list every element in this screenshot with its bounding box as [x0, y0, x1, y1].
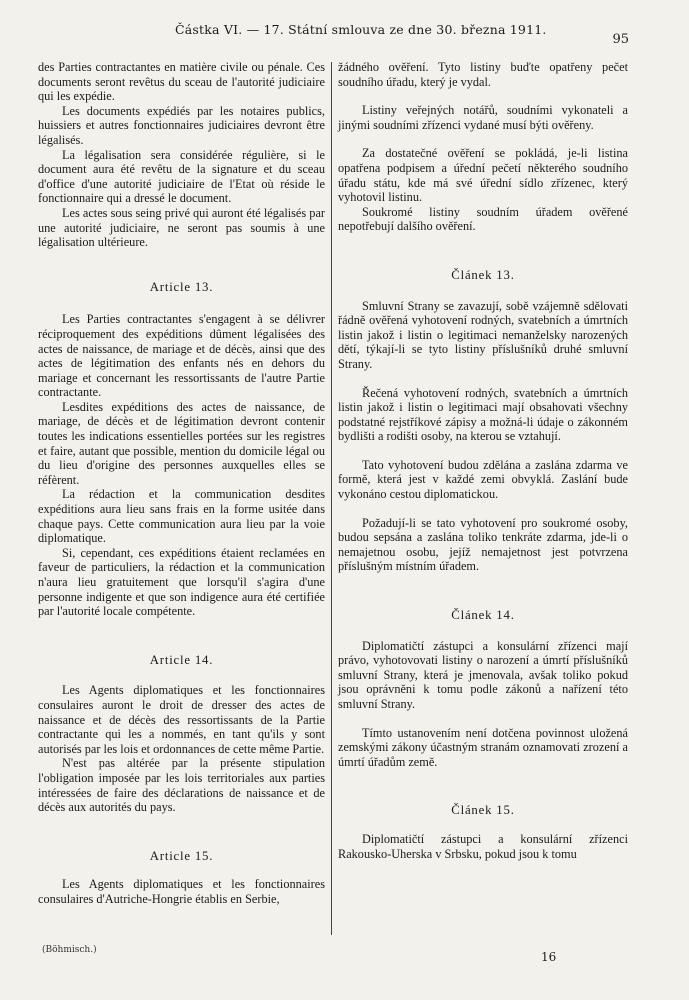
paragraph: Les documents expédiés par les notaires publics, huissiers et autres fonctionnaires judiciaires devront être légalisés.: [38, 103, 325, 147]
paragraph: Si, cependant, ces expéditions étaient reclamées en faveur de particuliers, la rédaction et la communication n'aura lieu gratuitement que lorsqu'il s'agira d'une personne indigente et que son indigence aura été certifiée par l'autorité locale compétente.: [38, 545, 325, 619]
paragraph: Les Parties contractantes s'engagent à se délivrer réciproquement des expéditions dûment légalisées des actes de naissance, de mariage et de décès, ainsi que des actes de légitimation des enfants nés en dehors du mariage et concernant les ressortissants de l'autre Partie contractante.: [38, 312, 325, 400]
paragraph: Diplomatičtí zástupci a konsulární zřízenci mají právo, vyhotovovati listiny o narození a úmrtí příslušníků smluvní Strany, která je jmenovala, avšak toliko pokud jsou oprávněni k tomu podle zákonů a nařízení této smluvní Strany.: [338, 638, 628, 711]
paragraph: žádného ověření. Tyto listiny buďte opatřeny pečet soudního úřadu, který je vydal.: [338, 60, 628, 89]
article-13-heading: Article 13.: [149, 279, 214, 294]
clanek-13-heading: Článek 13.: [451, 267, 515, 282]
paragraph: Les Agents diplomatiques et les fonctionnaires consulaires d'Autriche-Hongrie établis en Serbie,: [38, 877, 325, 906]
paragraph: Smluvní Strany se zavazují, sobě vzájemně sdělovati řádně ověřená vyhotovení rodných, svatebních a úmrtních listin jakož i listin o legitimaci nemanželsky narozených dětí, týkají-li se tyto listiny příslušníků druhé smluvní Strany.: [338, 298, 628, 371]
paragraph: Lesdites expéditions des actes de naissance, de mariage, de décès et de légitimation devront contenir toutes les indications essentielles portées sur les registres et faire, autant que possible, mention du domicile légal ou du lieu d'origine des personnes auxquelles elles se réfèrent.: [38, 399, 325, 487]
paragraph: Les Agents diplomatiques et les fonctionnaires consulaires auront le droit de dresser des actes de naissance et de décès des ressortissants de la Partie contractante qui les a nommés, en tant qu'ils y sont autorisés par les lois et ordonnances de cette même Partie.: [38, 683, 325, 756]
paragraph: des Parties contractantes en matière civile ou pénale. Ces documents seront revêtus du sceau de l'autorité judiciaire qui les expédie.: [38, 60, 325, 104]
paragraph: Za dostatečné ověření se pokládá, je-li listina opatřena podpisem a úřední pečetí některého soudního úřadu státu, kde má své úřední sídlo zřízenec, který vyhotovil listinu.: [338, 146, 628, 205]
paragraph: Diplomatičtí zástupci a konsulární zřízenci Rakousko-Uherska v Srbsku, pokud jsou k tomu: [338, 831, 628, 861]
paragraph: Soukromé listiny soudním úřadem ověřené nepotřebují dalšího ověření.: [338, 204, 628, 234]
french-column: [38, 60, 325, 907]
signature-number: 16: [541, 950, 557, 964]
paragraph: Tímto ustanovením není dotčena povinnost uložená zemskými zákony účastným stranám oznamovati zrození a úmrtí úřadům země.: [338, 725, 628, 769]
paragraph: N'est pas altérée par la présente stipulation l'obligation imposée par les lois territoriales aux parties intéressées de faire des déclarations de naissance et de décès aux autorités du pays.: [38, 756, 325, 815]
paragraph: Les actes sous seing privé qui auront été légalisés par une autorité judiciaire, ne seront pas soumis à une légalisation ultérieure.: [38, 205, 325, 250]
clanek-15-heading: Článek 15.: [451, 803, 515, 818]
column-divider: [331, 62, 332, 935]
paragraph: Listiny veřejných notářů, soudními vykonateli a jinými soudními zřízenci vydané musí býti ověřeny.: [338, 103, 628, 132]
czech-column: [338, 60, 628, 861]
printer-mark: (Böhmisch.): [42, 945, 97, 955]
paragraph: Tato vyhotovení budou zdělána a zaslána zdarma ve formě, která jest v každé zemi obvyklá. Zaslání bude vykonáno cestou diplomatickou.: [338, 457, 628, 502]
paragraph: La légalisation sera considérée régulière, si le document aura été revêtu de la signature et du sceau d'office d'une autorité judiciaire de l'Etat où réside le fonctionnaire qui a dressé le document.: [38, 147, 325, 206]
page-number: 95: [612, 32, 629, 47]
running-header: Částka VI. — 17. Státní smlouva ze dne 30. března 1911.: [175, 22, 547, 37]
clanek-14-heading: Článek 14.: [451, 608, 515, 623]
article-14-heading: Article 14.: [149, 652, 214, 667]
paragraph: Požadují-li se tato vyhotovení pro soukromé osoby, budou sepsána a zaslána toliko tenkráte zdarma, jde-li o nemajetnou osobu, jejíž nemajetnost jest potvrzena příslušným místním úřadem.: [338, 515, 628, 574]
paragraph: La rédaction et la communication desdites expéditions aura lieu sans frais en la forme usitée dans chaque pays. Cette communication aura lieu par la voie diplomatique.: [38, 487, 325, 546]
article-15-heading: Article 15.: [149, 848, 214, 863]
paragraph: Řečená vyhotovení rodných, svatebních a úmrtních listin jakož i listin o legitimaci mají obsahovati všechny podstatné rejstříkové zápisy a možná-li údaje o zákonném bydlišti a rodišti osoby, na kterou se vztahují.: [338, 385, 628, 444]
